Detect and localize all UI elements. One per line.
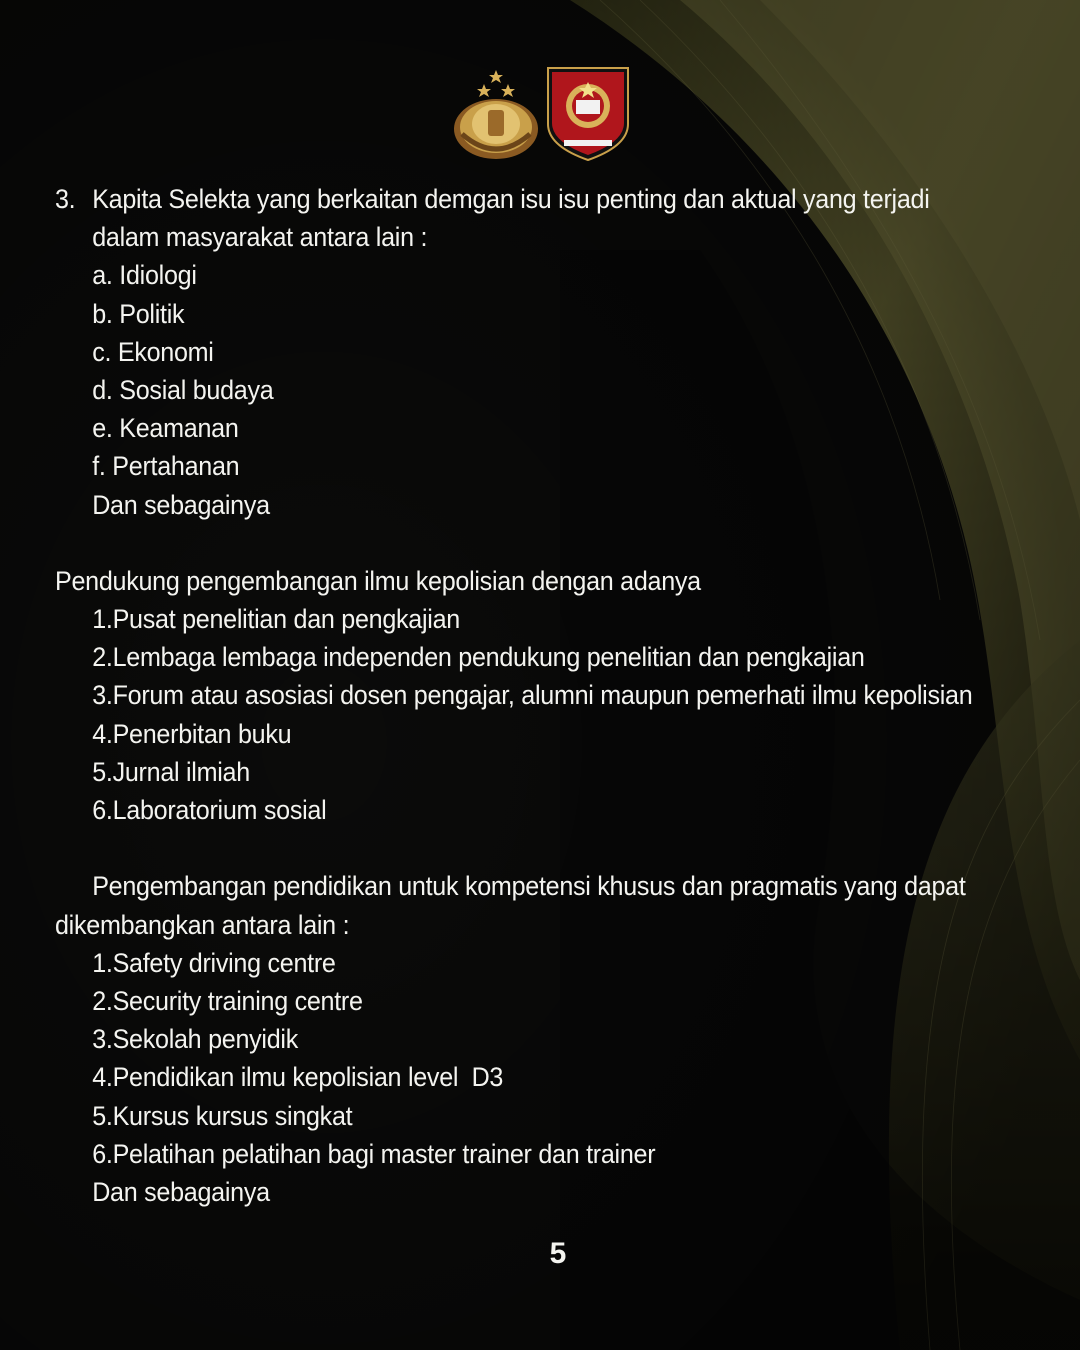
list-item: 1.Safety driving centre <box>92 947 336 978</box>
list-item: 2.Lembaga lembaga independen pendukung penelitian dan pengkajian <box>92 642 865 673</box>
list-item: 5.Jurnal ilmiah <box>92 756 250 787</box>
list-item: c. Ekonomi <box>92 336 214 367</box>
section3-line1: Pengembangan pendidikan untuk kompetensi khusus dan pragmatis yang dapat <box>92 871 966 902</box>
list-item: e. Keamanan <box>92 413 239 444</box>
section1-line1: 3. Kapita Selekta yang berkaitan demgan isu isu penting dan aktual yang terjadi <box>55 180 976 218</box>
list-item: 4.Penerbitan buku <box>92 718 292 749</box>
list-item: 2.Security training centre <box>92 985 363 1016</box>
academy-shield-icon <box>548 68 628 160</box>
list-item: 4.Pendidikan ilmu kepolisian level D3 <box>92 1062 504 1093</box>
spacer <box>55 829 976 867</box>
list-item: 1.Pusat penelitian dan pengkajian <box>92 604 460 635</box>
section1-closing: Dan sebagainya <box>92 489 270 520</box>
page-number: 5 <box>549 1237 567 1270</box>
list-item: a. Idiologi <box>92 260 197 291</box>
list-item: 3.Sekolah penyidik <box>92 1024 298 1055</box>
section2-heading: Pendukung pengembangan ilmu kepolisian dengan adanya <box>55 565 701 596</box>
section3-line2: dikembangkan antara lain : <box>55 909 350 940</box>
list-item: d. Sosial budaya <box>92 374 274 405</box>
document-body <box>55 180 976 1211</box>
list-item: b. Politik <box>92 298 185 329</box>
list-item: 6.Pelatihan pelatihan bagi master trainer dan trainer <box>92 1138 656 1169</box>
section3-closing: Dan sebagainya <box>92 1176 270 1207</box>
header-logos <box>448 64 632 164</box>
spacer <box>55 524 976 562</box>
list-item: 3.Forum atau asosiasi dosen pengajar, alumni maupun pemerhati ilmu kepolisian <box>92 680 973 711</box>
section1-line2: dalam masyarakat antara lain : <box>92 222 428 253</box>
list-item: 5.Kursus kursus singkat <box>92 1100 353 1131</box>
police-emblem-icon <box>454 70 538 159</box>
list-item: f. Pertahanan <box>92 451 240 482</box>
section1-number: 3. <box>55 184 76 214</box>
list-item: 6.Laboratorium sosial <box>92 795 327 825</box>
